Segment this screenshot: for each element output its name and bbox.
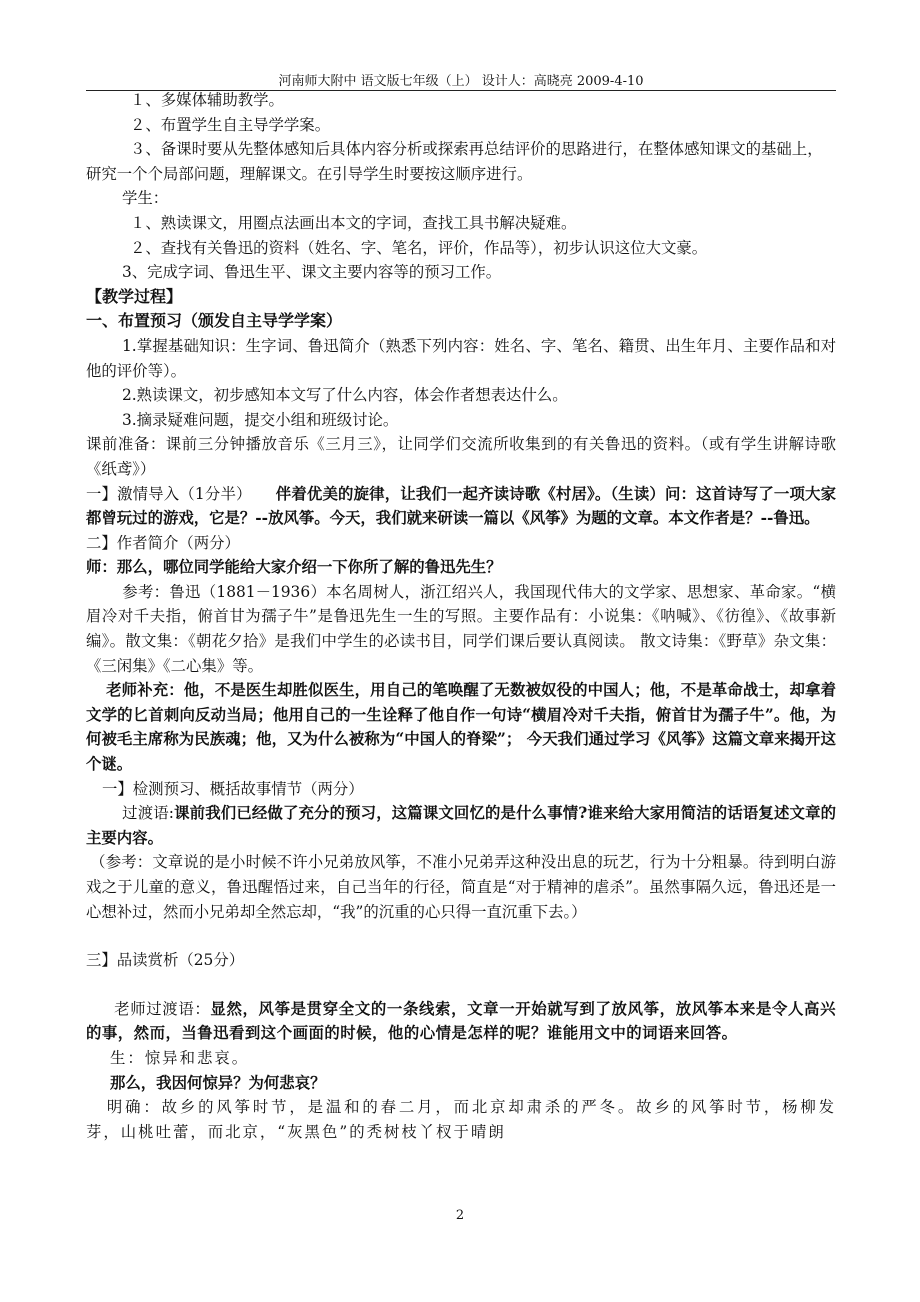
transition-label: 过渡语: xyxy=(122,804,174,823)
paragraph xyxy=(86,1095,836,1144)
transition-text: 显然，风筝是贯穿全文的一条线索，文章一开始就写到了放风筝，放风筝本来是令人高兴的事，然而，当鲁迅看到这个画面的时候，他的心情是怎样的呢？谁能用文中的词语来回答。 xyxy=(86,999,836,1043)
paragraph: １、多媒体辅助教学。 xyxy=(130,91,284,109)
teacher-question: 师：那么，哪位同学能给大家介绍一下你所了解的鲁迅先生？ xyxy=(86,558,502,577)
paragraph: 2.熟读课文，初步感知本文写了什么内容，体会作者想表达什么。 xyxy=(122,386,568,405)
section-label: 三】品读赏析（25分） xyxy=(86,951,245,970)
document-body xyxy=(86,88,836,1144)
paragraph: 课前准备：课前三分钟播放音乐《三月三》，让同学们交流所收集到的有关鲁迅的资料。（或有学生讲解诗歌《纸鸢》） xyxy=(86,435,836,478)
spacer xyxy=(86,973,836,997)
section-heading: 【教学过程】 xyxy=(86,286,183,306)
paragraph xyxy=(86,997,836,1046)
student-answer: 生：惊异和悲哀。 xyxy=(110,1048,250,1067)
section-heading: 一、布置预习（颁发自主导学学案） xyxy=(86,311,343,331)
paragraph xyxy=(86,334,836,383)
paragraph: 学生： xyxy=(122,189,169,208)
teacher-question: 那么，我因何惊异？为何悲哀？ xyxy=(110,1073,326,1092)
paragraph: １、熟读课文，用圈点法画出本文的字词，查找工具书解决疑难。 xyxy=(130,213,577,232)
paragraph xyxy=(86,850,836,924)
page-header: 河南师大附中 语文版七年级（上） 设计人：高晓亮 2009-4-10 xyxy=(86,70,836,91)
clarification-text: 明确：故乡的风筝时节，是温和的春二月，而北京却肃杀的严冬。故乡的风筝时节，杨柳发芽，山桃吐蕾，而北京，“灰黑色”的秃树枝丫杈于晴朗 xyxy=(86,1098,836,1141)
reference-text: 参考：鲁迅（1881－1936）本名周树人，浙江绍兴人，我国现代伟大的文学家、思想家、革命家。“横眉冷对千夫指，俯首甘为孺子牛”是鲁迅先生一生的写照。主要作品有：小说集：《呐喊》、《彷徨》、《故事新编》。散文集：《朝花夕拾》是我们中学生的必读书目，同学们课后要认真阅读。 散文诗集：《野草》杂文集：《三闲集》《二心集》等。 xyxy=(86,582,836,675)
section-label: 一】检测预习、概括故事情节（两分） xyxy=(102,779,364,798)
section-label: 一】激情导入（1分半） xyxy=(86,484,252,503)
paragraph: 3、完成字词、鲁迅生平、课文主要内容等的预习工作。 xyxy=(122,263,502,282)
teacher-speech: 伴着优美的旋律，让我们一起齐读诗歌《村居》。（生读）问：这首诗写了一项大家都曾玩过的游戏，它是？--放风筝。今天，我们就来研读一篇以《风筝》为题的文章。本文作者是？--鲁迅。 xyxy=(86,484,836,528)
paragraph xyxy=(86,678,836,776)
teacher-supplement: 老师补充：他，不是医生却胜似医生，用自己的笔唤醒了无数被奴役的中国人；他，不是革命战士，却拿着文学的匕首刺向反动当局；他用自己的一生诠释了他自作一句诗“横眉冷对千夫指，俯首甘为孺子牛”。他，为何被毛主席称为民族魂；他，又为什么被称为“中国人的脊梁”； 今天我们通过学习《风筝》这篇文章来揭开这个谜。 xyxy=(86,681,836,774)
reference-text: （参考：文章说的是小时候不许小兄弟放风筝，不准小兄弟弄这种没出息的玩艺，行为十分粗暴。待到明白游戏之于儿童的意义，鲁迅醒悟过来，自己当年的行径，简直是“对于精神的虐杀”。虽然事隔久远，鲁迅还是一心想补过，然而小兄弟却全然忘却，“我”的沉重的心只得一直沉重下去。） xyxy=(86,853,836,921)
section-label: 二】作者简介（两分） xyxy=(86,533,240,552)
transition-text: 课前我们已经做了充分的预习，这篇课文回忆的是什么事情?谁来给大家用简洁的话语复述文章的主要内容。 xyxy=(86,804,836,847)
transition-label: 老师过渡语： xyxy=(114,999,211,1018)
paragraph xyxy=(86,137,836,186)
paragraph-text: 1.掌握基础知识：生字词、鲁迅简介（熟悉下列内容：姓名、字、笔名、籍贯、出生年月、主要作品和对他的评价等）。 xyxy=(86,336,836,380)
page-number: 2 xyxy=(455,1208,465,1223)
paragraph: 3.摘录疑难问题，提交小组和班级讨论。 xyxy=(122,410,399,429)
paragraph-text: ３、备课时要从先整体感知后具体内容分析或探索再总结评价的思路进行，在整体感知课文的基础上，研究一个个局部问题，理解课文。在引导学生时要按这顺序进行。 xyxy=(86,140,823,183)
paragraph: ２、布置学生自主导学学案。 xyxy=(130,115,331,134)
spacer xyxy=(86,924,836,948)
paragraph: ２、查找有关鲁迅的资料（姓名、字、笔名，评价，作品等），初步认识这位大文豪。 xyxy=(130,238,708,257)
paragraph xyxy=(86,801,836,850)
paragraph xyxy=(86,482,836,531)
paragraph xyxy=(86,580,836,678)
